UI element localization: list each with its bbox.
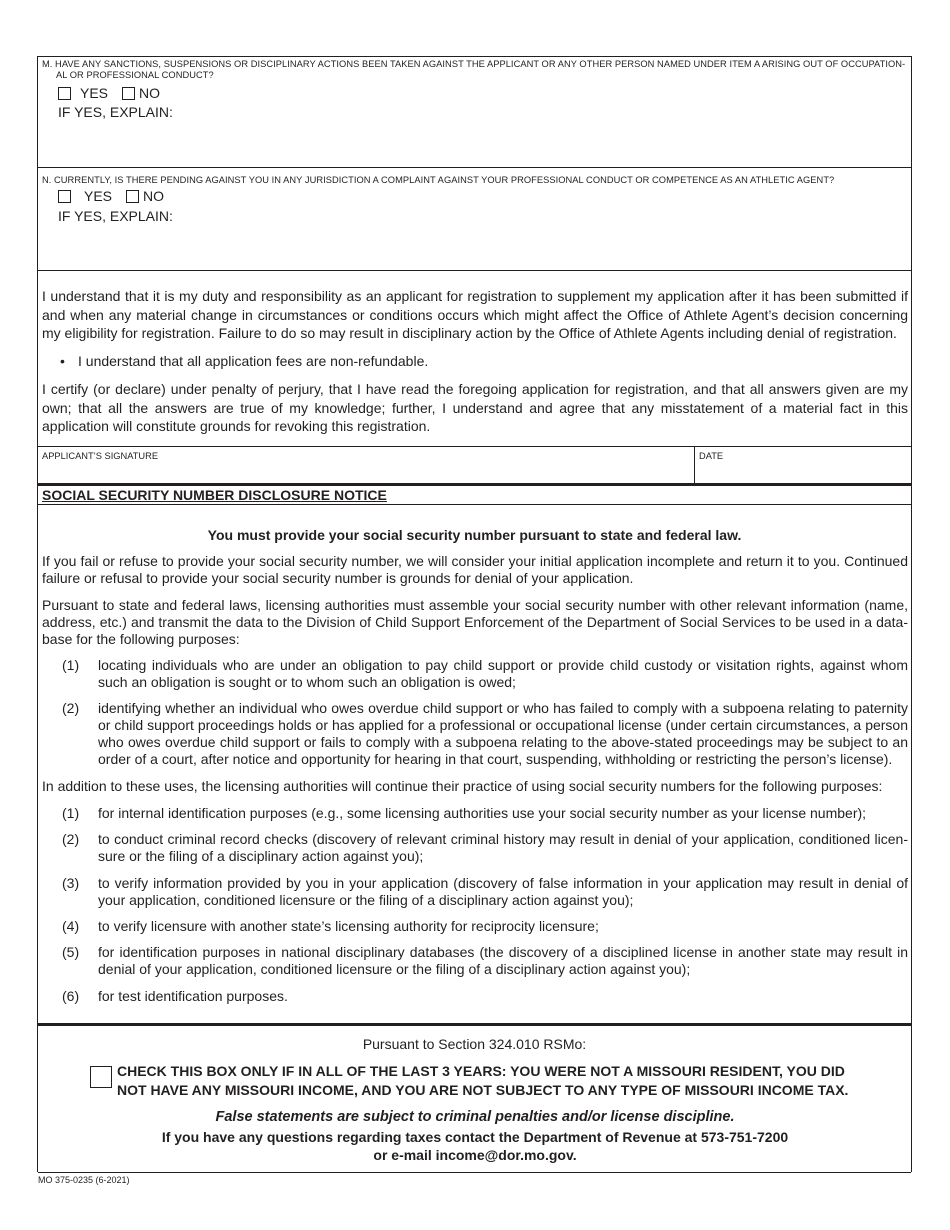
question-n-no-label: NO — [143, 188, 165, 204]
fees-bullet — [60, 353, 428, 369]
fees-bullet-text: I understand that all application fees are non-refundable. — [78, 353, 429, 369]
divider — [38, 270, 911, 271]
bullet-icon: • — [60, 353, 65, 369]
question-n-explain-field[interactable] — [38, 229, 911, 269]
question-n-yes-label: YES — [84, 188, 113, 204]
list-item — [62, 805, 908, 822]
question-m-explain-field[interactable] — [38, 125, 911, 167]
list-item-number: (3) — [62, 875, 80, 891]
signature-field[interactable] — [38, 461, 693, 483]
ssn-addition-paragraph: In addition to these uses, the licensing authorities will continue their practice of using social security numbers for the following purposes: — [42, 778, 883, 794]
tax-questions-line1: If you have any questions regarding taxes contact the Department of Revenue at 573-751-7200 — [161, 1129, 789, 1145]
list-item — [62, 657, 908, 691]
question-m-title-line1: M. HAVE ANY SANCTIONS, SUSPENSIONS OR DISCIPLINARY ACTIONS BEEN TAKEN AGAINST THE APPLICANT OR ANY OTHER PERSON NAMED UNDER ITEM A ARISING OUT OF OCCUPATION- — [42, 59, 906, 69]
application-form — [37, 56, 912, 1172]
ssn-must-provide: You must provide your social security number pursuant to state and federal law. — [207, 527, 742, 543]
missouri-tax-exempt-checkbox[interactable] — [90, 1066, 112, 1088]
list-item-number: (5) — [62, 944, 80, 960]
duty-paragraph: I understand that it is my duty and responsibility as an applicant for registration to supplement my application after it has been submitted if and when any material change in circumstances or conditions occurs which might affect the Office of Athlete Agent’s decision concerning my eligibility for registration. Failure to do so may result in disciplinary action by the Office of Athlete Agents including denial of registration. — [42, 288, 908, 341]
list-item — [62, 831, 908, 865]
list-item-text: identifying whether an individual who owes overdue child support or who has failed to comply with a subpoena relating to paternity or child support proceedings holds or has applied for a professional or occupational license (under certain circumstances, a person who owes overdue child support or fails to comply with a subpoena relating to the above-stated proceedings may be subject to an order of a court, after notice and opportunity for hearing in that court, suspending, withholding or restricting the person’s license). — [98, 700, 908, 767]
list-item — [62, 918, 908, 935]
divider — [38, 1172, 911, 1173]
list-item-text: for internal identification purposes (e.g., some licensing authorities use your social security number as your license number); — [98, 805, 867, 821]
list-item-text: to conduct criminal record checks (discovery of relevant criminal history may result in denial of your application, conditioned licen-sure or the filing of a disciplinary action against you); — [98, 831, 908, 864]
list-item-text: to verify licensure with another state’s licensing authority for reciprocity licensure; — [98, 918, 599, 934]
tax-pursuant: Pursuant to Section 324.010 RSMo: — [362, 1036, 587, 1052]
ssn-notice-title: SOCIAL SECURITY NUMBER DISCLOSURE NOTICE — [42, 487, 387, 503]
list-item-text: to verify information provided by you in your application (discovery of false information in your application may result in denial of your application, conditioned licensure or the filing of a disciplinary action against you); — [98, 875, 908, 908]
ssn-pursuant-paragraph: Pursuant to state and federal laws, licensing authorities must assemble your social security number with other relevant information (name, address, etc.) and transmit the data to the Division of Child Support Enforcement of the Department of Social Services to be used in a data-base for the following purposes: — [42, 597, 908, 647]
divider — [38, 446, 911, 447]
date-label: DATE — [699, 451, 724, 461]
form-code: MO 375-0235 (6-2021) — [38, 1175, 130, 1185]
question-n-explain-label: IF YES, EXPLAIN: — [58, 208, 173, 224]
divider-thick — [38, 1023, 911, 1026]
list-item — [62, 988, 908, 1005]
question-m-yes-checkbox[interactable] — [58, 87, 71, 100]
list-item-number: (2) — [62, 700, 80, 716]
question-m-yes-label: YES — [80, 85, 109, 101]
question-m-title — [42, 59, 907, 81]
list-item — [62, 700, 908, 768]
list-item — [62, 875, 908, 909]
question-m-no-checkbox[interactable] — [122, 87, 135, 100]
list-item-number: (1) — [62, 805, 80, 821]
signature-label: APPLICANT’S SIGNATURE — [42, 451, 159, 461]
divider — [38, 504, 911, 505]
list-item-text: locating individuals who are under an obligation to pay child support or provide child custody or visitation rights, against whom such an obligation is sought or to whom such an obligation is owed; — [98, 657, 908, 690]
question-m-options — [58, 85, 174, 101]
divider-thick — [38, 483, 911, 486]
divider — [38, 167, 911, 168]
question-m-title-line2: AL OR PROFESSIONAL CONDUCT? — [56, 70, 214, 80]
list-item-number: (4) — [62, 918, 80, 934]
list-item-number: (6) — [62, 988, 80, 1004]
list-item-number: (2) — [62, 831, 80, 847]
missouri-tax-check-text: CHECK THIS BOX ONLY IF IN ALL OF THE LAST 3 YEARS: YOU WERE NOT A MISSOURI RESIDENT, YOU DID NOT HAVE ANY MISSOURI INCOME, AND YOU ARE NOT SUBJECT TO ANY TYPE OF MISSOURI INCOME TAX. — [117, 1063, 849, 1098]
list-item — [62, 944, 908, 978]
question-m-no-label: NO — [139, 85, 161, 101]
tax-questions-line2: or e-mail income@dor.mo.gov. — [373, 1147, 577, 1163]
list-item-number: (1) — [62, 657, 80, 673]
certify-paragraph: I certify (or declare) under penalty of perjury, that I have read the foregoing application for registration, and that all answers given are my own; that all the answers are true of my knowledge; further, I understand and agree that any misstatement of a material fact in this application will constitute grounds for revoking this registration. — [42, 381, 908, 434]
ssn-fail-paragraph: If you fail or refuse to provide your social security number, we will consider your initial application incomplete and return it to you. Continued failure or refusal to provide your social security number is grounds for denial of your application. — [42, 553, 908, 586]
list-item-text: for identification purposes in national disciplinary databases (the discovery of a disciplined license in another state may result in denial of your application, conditioned licensure or the filing of a disciplinary action against you); — [98, 944, 908, 977]
list-item-text: for test identification purposes. — [98, 988, 288, 1004]
date-field[interactable] — [696, 461, 911, 483]
question-m-explain-label: IF YES, EXPLAIN: — [58, 104, 173, 120]
question-n-yes-checkbox[interactable] — [58, 190, 71, 203]
false-statements-warning: False statements are subject to criminal penalties and/or license discipline. — [215, 1109, 735, 1125]
question-n-title: N. CURRENTLY, IS THERE PENDING AGAINST YOU IN ANY JURISDICTION A COMPLAINT AGAINST YOUR PROFESSIONAL CONDUCT OR COMPETENCE AS AN ATHLETIC AGENT? — [42, 175, 835, 185]
divider — [694, 446, 695, 484]
question-n-options — [58, 188, 178, 204]
question-n-no-checkbox[interactable] — [126, 190, 139, 203]
